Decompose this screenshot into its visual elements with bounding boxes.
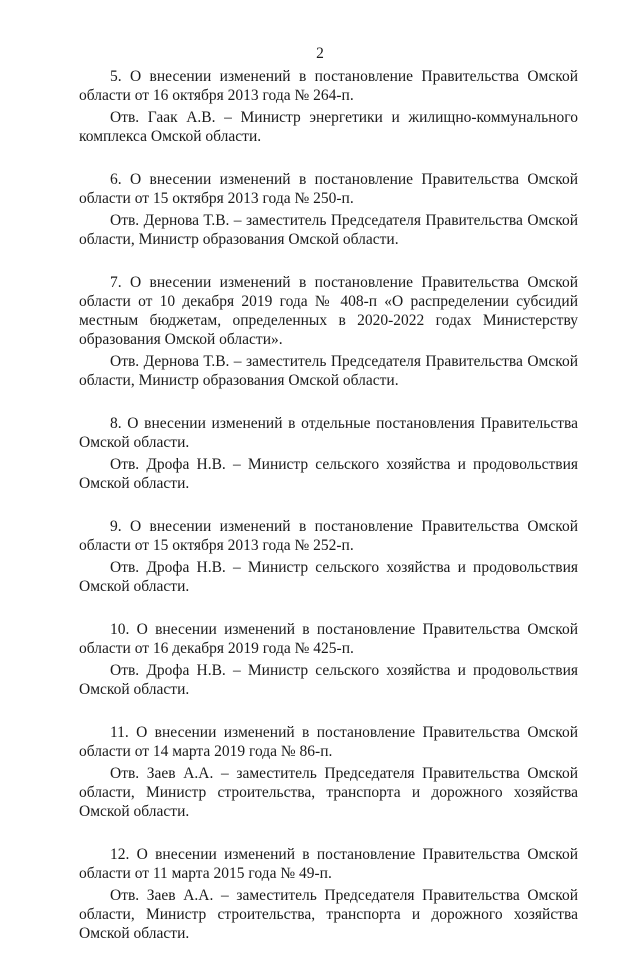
agenda-item-text: 9. О внесении изменений в постановление Правительства Омской области от 15 октября 2013 года № 252-п.	[79, 518, 578, 554]
agenda-item-responsible: Отв. Дернова Т.В. – заместитель Председателя Правительства Омской области, Министр образования Омской области.	[79, 212, 578, 248]
agenda-item-text: 10. О внесении изменений в постановление Правительства Омской области от 16 декабря 2019 года № 425-п.	[79, 621, 578, 657]
agenda-item-10	[79, 620, 578, 699]
agenda-item-text: 12. О внесении изменений в постановление Правительства Омской области от 11 марта 2015 года № 49-п.	[79, 846, 578, 882]
agenda-item-responsible: Отв. Гаак А.В. – Министр энергетики и жилищно-коммунального комплекса Омской области.	[79, 109, 578, 145]
agenda-item-11	[79, 723, 578, 821]
agenda-item-responsible: Отв. Дрофа Н.В. – Министр сельского хозяйства и продовольствия Омской области.	[79, 662, 578, 698]
agenda-item-responsible: Отв. Заев А.А. – заместитель Председателя Правительства Омской области, Министр строительства, транспорта и дорожного хозяйства Омской области.	[79, 765, 578, 820]
agenda-item-5	[79, 67, 578, 146]
agenda-item-text: 6. О внесении изменений в постановление Правительства Омской области от 15 октября 2013 года № 250-п.	[79, 171, 578, 207]
agenda-item-text: 5. О внесении изменений в постановление Правительства Омской области от 16 октября 2013 года № 264-п.	[79, 68, 578, 104]
agenda-item-responsible: Отв. Дрофа Н.В. – Министр сельского хозяйства и продовольствия Омской области.	[79, 559, 578, 595]
agenda-item-12	[79, 845, 578, 943]
agenda-item-8	[79, 414, 578, 493]
agenda-item-9	[79, 517, 578, 596]
agenda-item-responsible: Отв. Дрофа Н.В. – Министр сельского хозяйства и продовольствия Омской области.	[79, 456, 578, 492]
agenda-item-6	[79, 170, 578, 249]
agenda-item-text: 11. О внесении изменений в постановление Правительства Омской области от 14 марта 2019 года № 86-п.	[79, 724, 578, 760]
agenda-item-responsible: Отв. Дернова Т.В. – заместитель Председателя Правительства Омской области, Министр образования Омской области.	[79, 353, 578, 389]
agenda-list	[79, 67, 578, 967]
agenda-item-responsible: Отв. Заев А.А. – заместитель Председателя Правительства Омской области, Министр строительства, транспорта и дорожного хозяйства Омской области.	[79, 887, 578, 942]
page-number: 2	[316, 45, 324, 62]
agenda-item-text: 7. О внесении изменений в постановление Правительства Омской области от 10 декабря 2019 года № 408-п «О распределении субсидий местным бюджетам, определенных в 2020-2022 годах Министерству образования Омской области».	[79, 274, 578, 348]
agenda-item-7	[79, 273, 578, 390]
agenda-item-text: 8. О внесении изменений в отдельные постановления Правительства Омской области.	[79, 415, 578, 451]
